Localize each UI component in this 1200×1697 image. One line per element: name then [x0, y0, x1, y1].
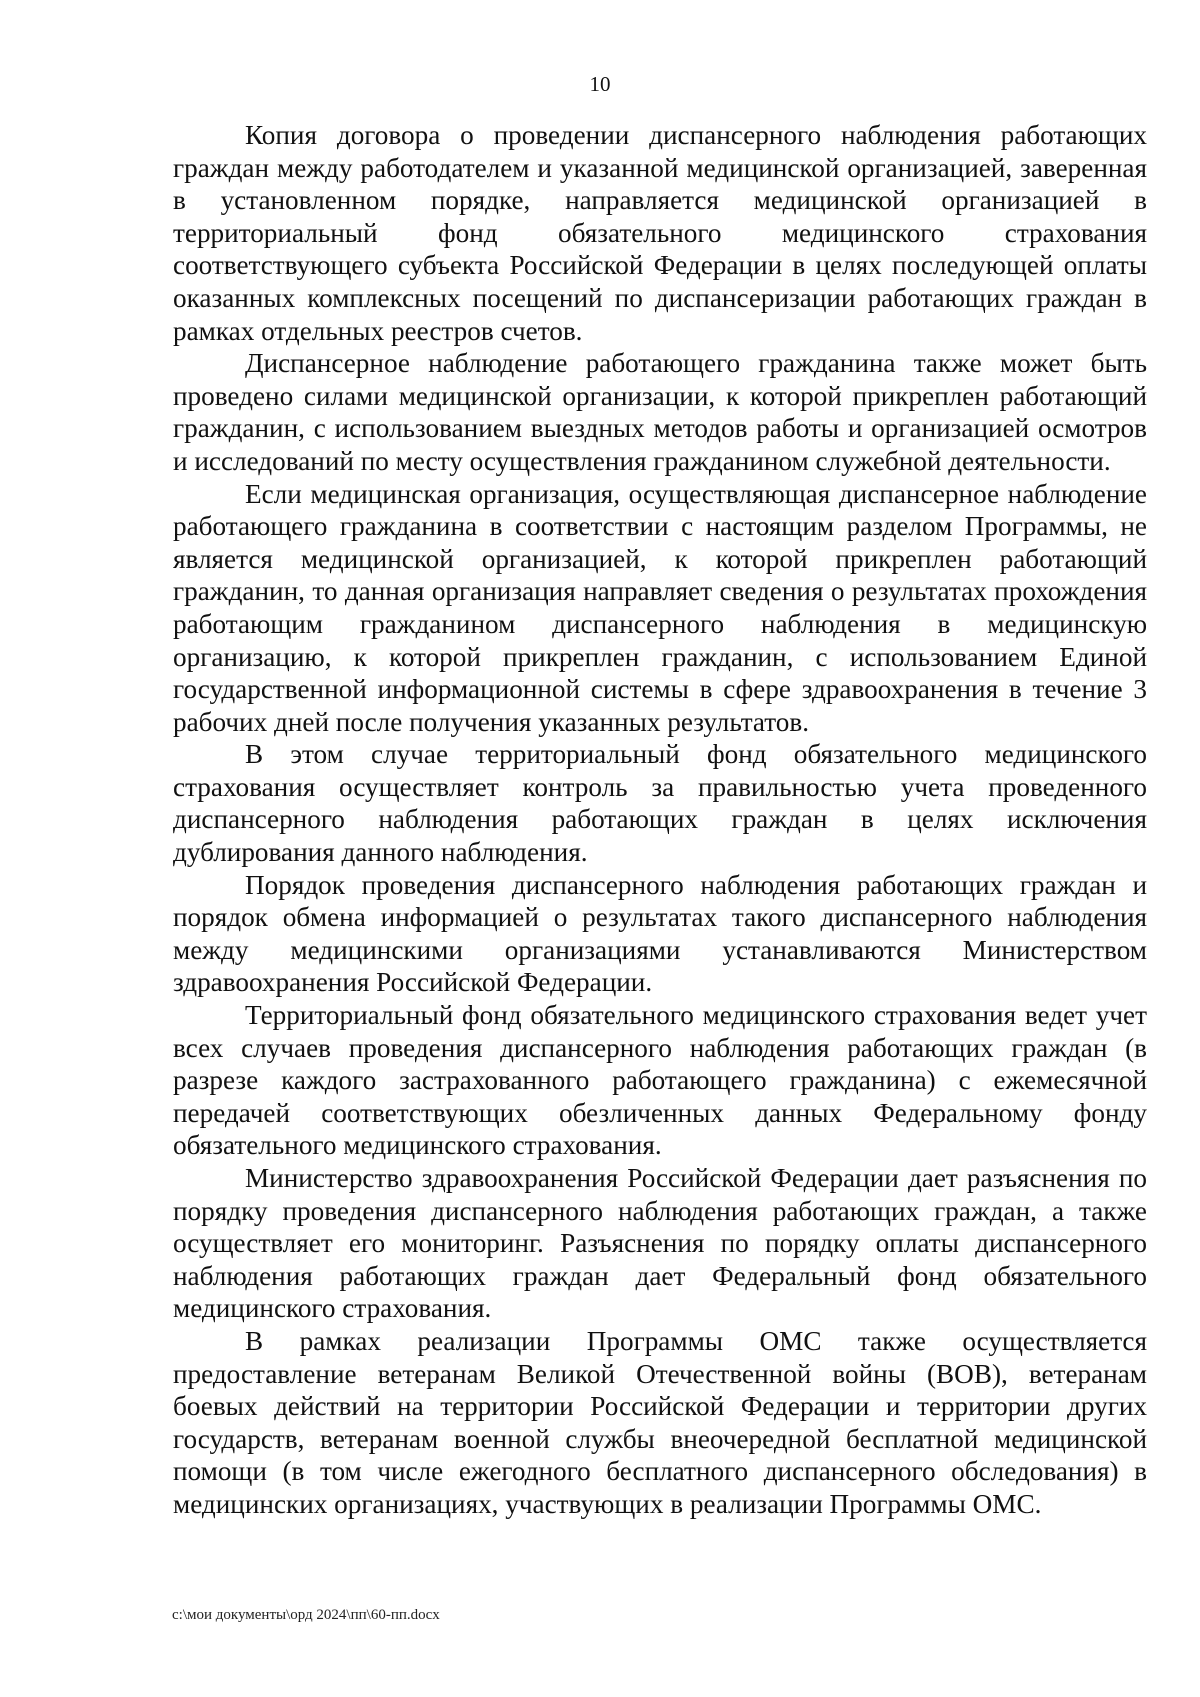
paragraph-fund-control: В этом случае территориальный фонд обязательного медицинского страхования осуществляет контроль за правильностью учета проведенного диспансерного наблюдения работающих граждан в целях исключения дублирования данного наблюдения.: [173, 739, 1147, 868]
document-body: [173, 119, 1147, 1521]
paragraph-procedure: Порядок проведения диспансерного наблюдения работающих граждан и порядок обмена информацией о результатах такого диспансерного наблюдения между медицинскими организациями устанавливаются Министерством здравоохранения Российской Федерации.: [173, 869, 1147, 998]
paragraph-observation-by-attached-org: Диспансерное наблюдение работающего гражданина также может быть проведено силами медицинской организации, к которой прикреплен работающий гражданин, с использованием выездных методов работы и организацией осмотров и исследований по месту осуществления гражданином служебной деятельности.: [173, 348, 1147, 476]
file-path-footer: c:\мои документы\орд 2024\пп\60-пп.docx: [172, 1607, 440, 1623]
paragraph-contract-copy: Копия договора о проведении диспансерного наблюдения работающих граждан между работодателем и указанной медицинской организацией, заверенная в установленном порядке, направляется медицинской организацией в территориальный фонд обязательного медицинского страхования соответствующего субъекта Российской Федерации в целях последующей оплаты оказанных комплексных посещений по диспансеризации работающих граждан в рамках отдельных реестров счетов.: [173, 120, 1147, 346]
paragraph-results-transfer: Если медицинская организация, осуществляющая диспансерное наблюдение работающего гражданина в соответствии с настоящим разделом Программы, не является медицинской организацией, к которой прикреплен работающий гражданин, то данная организация направляет сведения о результатах прохождения работающим гражданином диспансерного наблюдения в медицинскую организацию, к которой прикреплен гражданин, с использованием Единой государственной информационной системы в сфере здравоохранения в течение 3 рабочих дней после получения указанных результатов.: [173, 478, 1147, 737]
paragraph-ministry-explanations: Министерство здравоохранения Российской Федерации дает разъяснения по порядку проведения диспансерного наблюдения работающих граждан, а также осуществляет его мониторинг. Разъяснения по порядку оплаты диспансерного наблюдения работающих граждан дает Федеральный фонд обязательного медицинского страхования.: [173, 1163, 1147, 1324]
page-number: 10: [589, 72, 611, 96]
paragraph-fund-accounting: Территориальный фонд обязательного медицинского страхования ведет учет всех случаев проведения диспансерного наблюдения работающих граждан (в разрезе каждого застрахованного работающего гражданина) с ежемесячной передачей соответствующих обезличенных данных Федеральному фонду обязательного медицинского страхования.: [173, 1000, 1147, 1161]
paragraph-veterans-care: В рамках реализации Программы ОМС также осуществляется предоставление ветеранам Великой Отечественной войны (ВОВ), ветеранам боевых действий на территории Российской Федерации и территории других государств, ветеранам военной службы внеочередной бесплатной медицинской помощи (в том числе ежегодного бесплатного диспансерного обследования) в медицинских организациях, участвующих в реализации Программы ОМС.: [173, 1325, 1147, 1519]
